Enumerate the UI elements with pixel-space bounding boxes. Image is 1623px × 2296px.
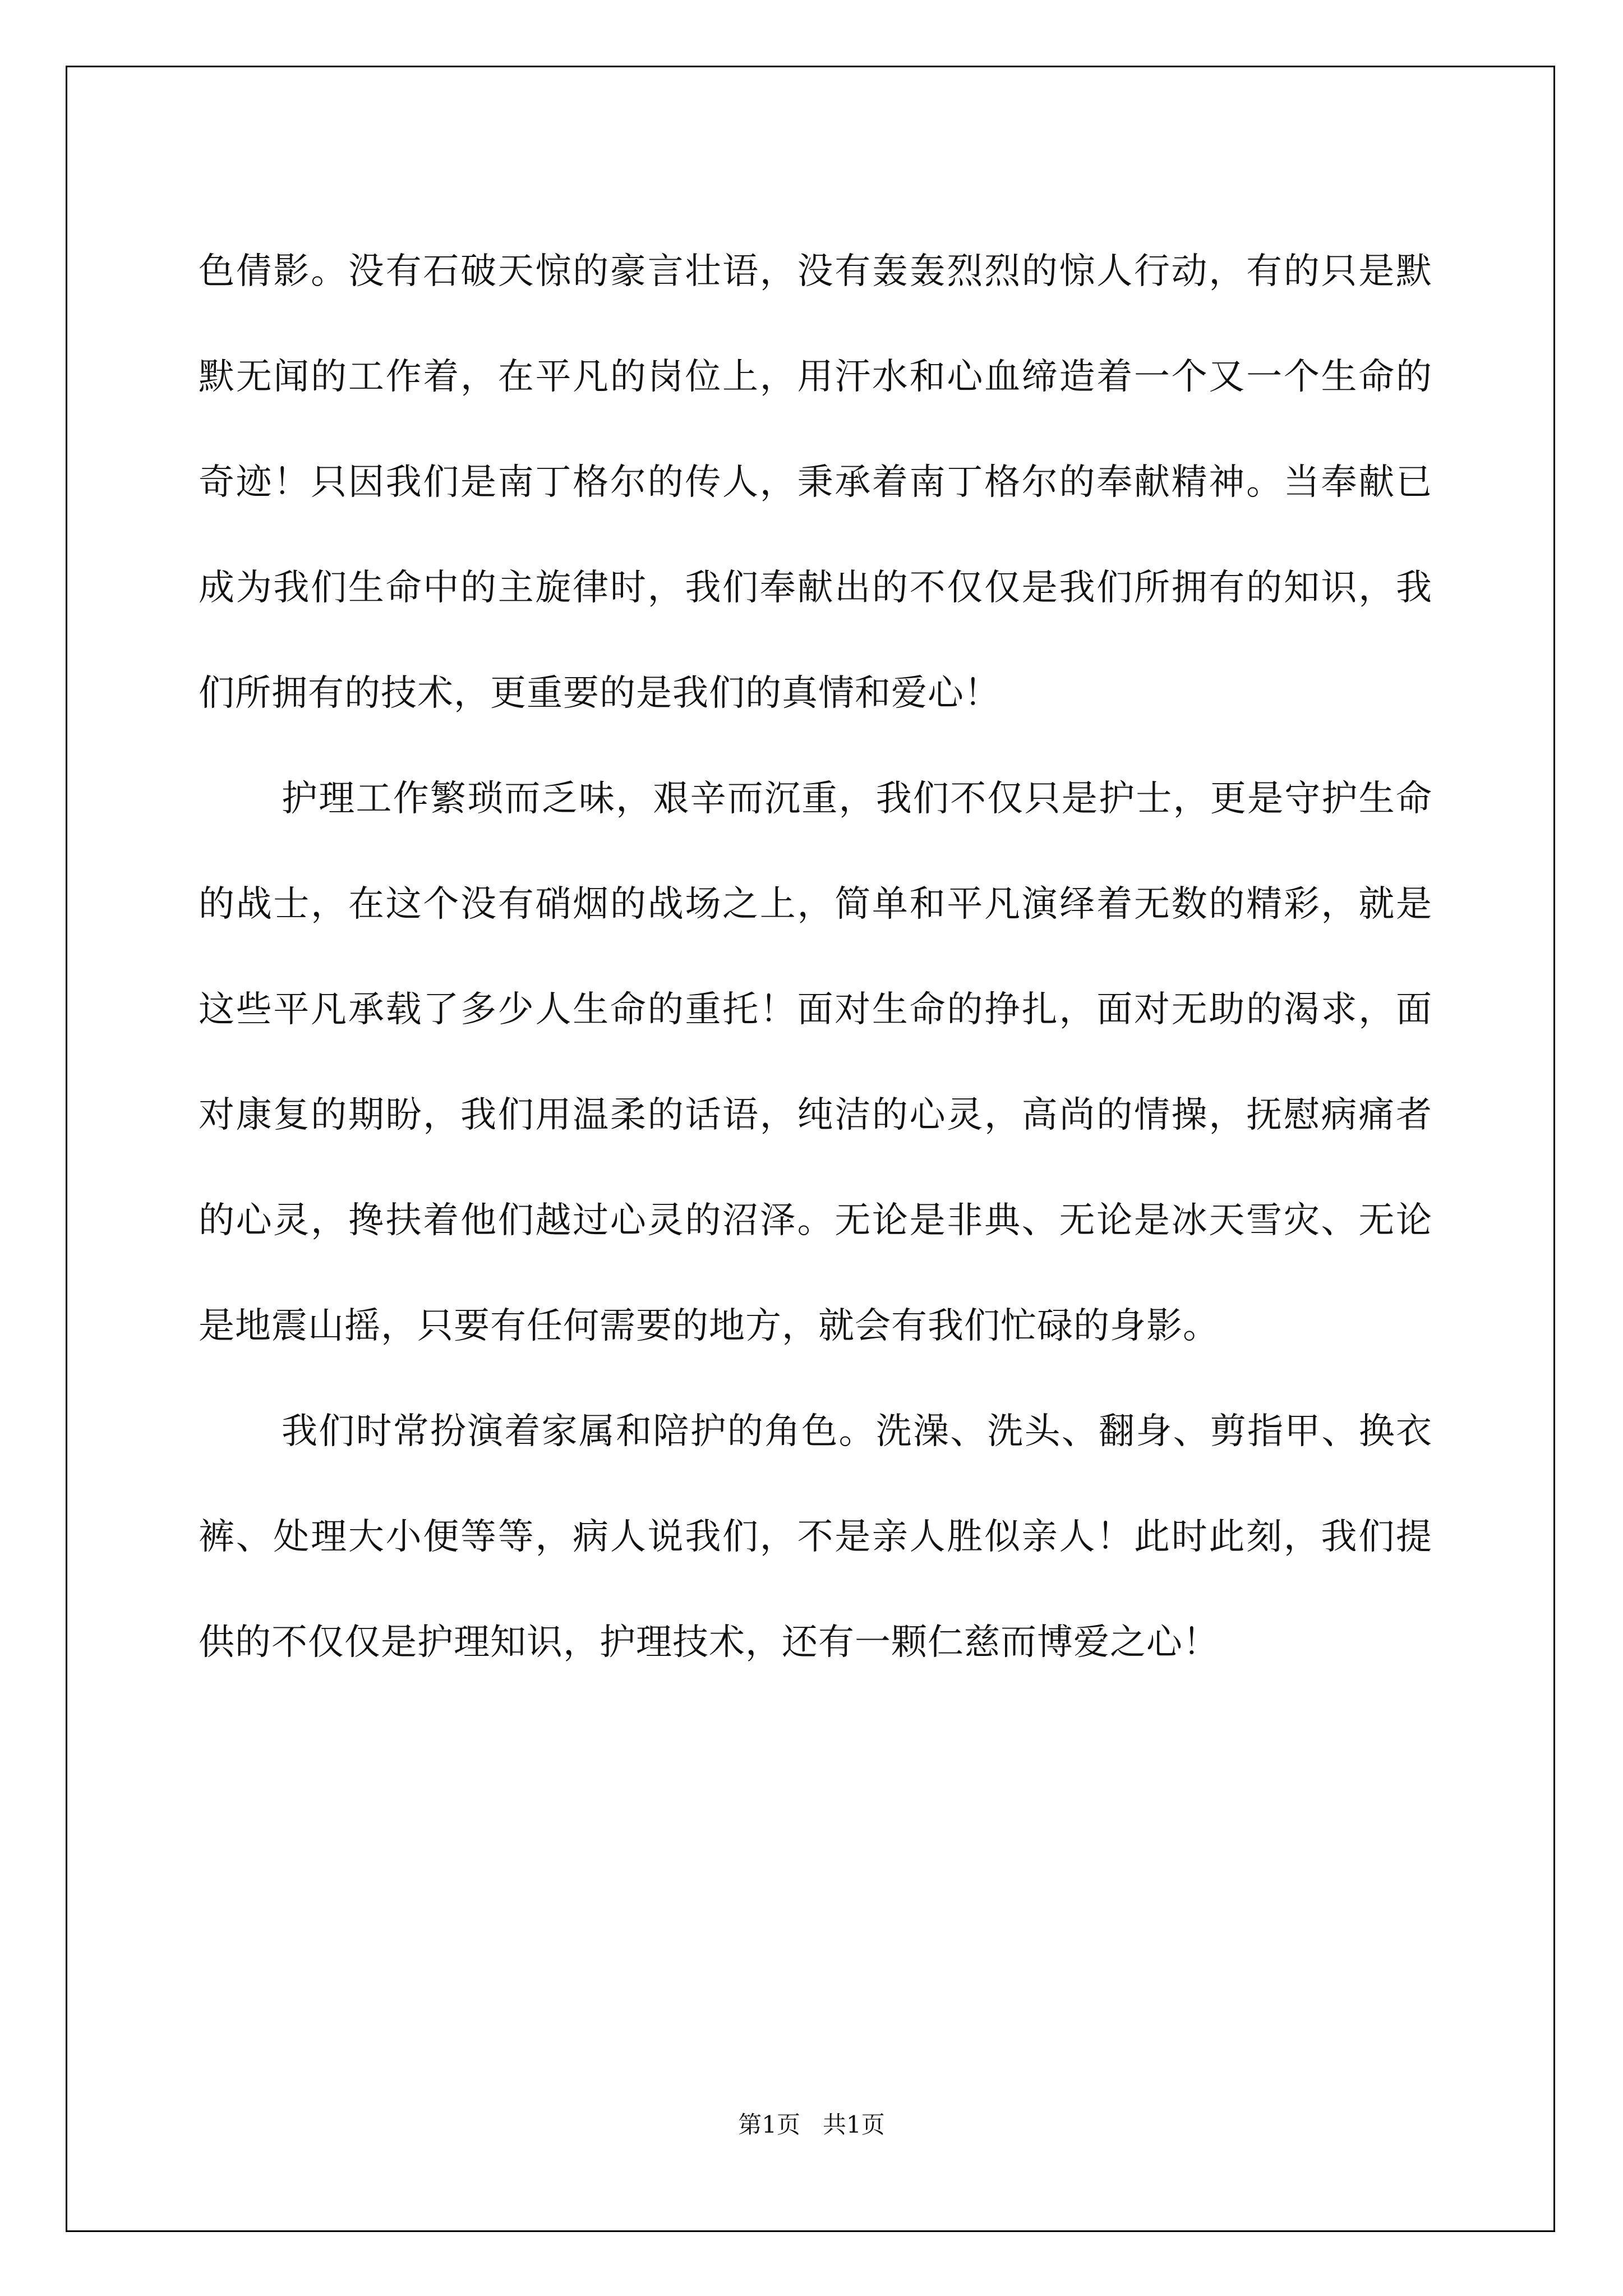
page-number-footer: 第1页 共1页 xyxy=(738,2111,885,2138)
paragraph-3: 我们时常扮演着家属和陪护的角色。洗澡、洗头、翻身、剪指甲、换衣裤、处理大小便等等，病人说我们，不是亲人胜似亲人！此时此刻，我们提供的不仅仅是护理知识，护理技术，还有一颗仁慈而博爱之心！ xyxy=(199,1411,1432,1663)
paragraph-1: 色倩影。没有石破天惊的豪言壮语，没有轰轰烈烈的惊人行动，有的只是默默无闻的工作着，在平凡的岗位上，用汗水和心血缔造着一个又一个生命的奇迹！只因我们是南丁格尔的传人，秉承着南丁格尔的奉献精神。当奉献已成为我们生命中的主旋律时，我们奉献出的不仅仅是我们所拥有的知识，我们所拥有的技术，更重要的是我们的真情和爱心！ xyxy=(199,251,1432,714)
document-body xyxy=(199,219,1432,1695)
paragraph-2: 护理工作繁琐而乏味，艰辛而沉重，我们不仅只是护士，更是守护生命的战士，在这个没有硝烟的战场之上，简单和平凡演绎着无数的精彩，就是这些平凡承载了多少人生命的重托！面对生命的挣扎，面对无助的渴求，面对康复的期盼，我们用温柔的话语，纯洁的心灵，高尚的情操，抚慰病痛者的心灵，搀扶着他们越过心灵的沼泽。无论是非典、无论是冰天雪灾、无论是地震山摇，只要有任何需要的地方，就会有我们忙碌的身影。 xyxy=(199,778,1432,1347)
